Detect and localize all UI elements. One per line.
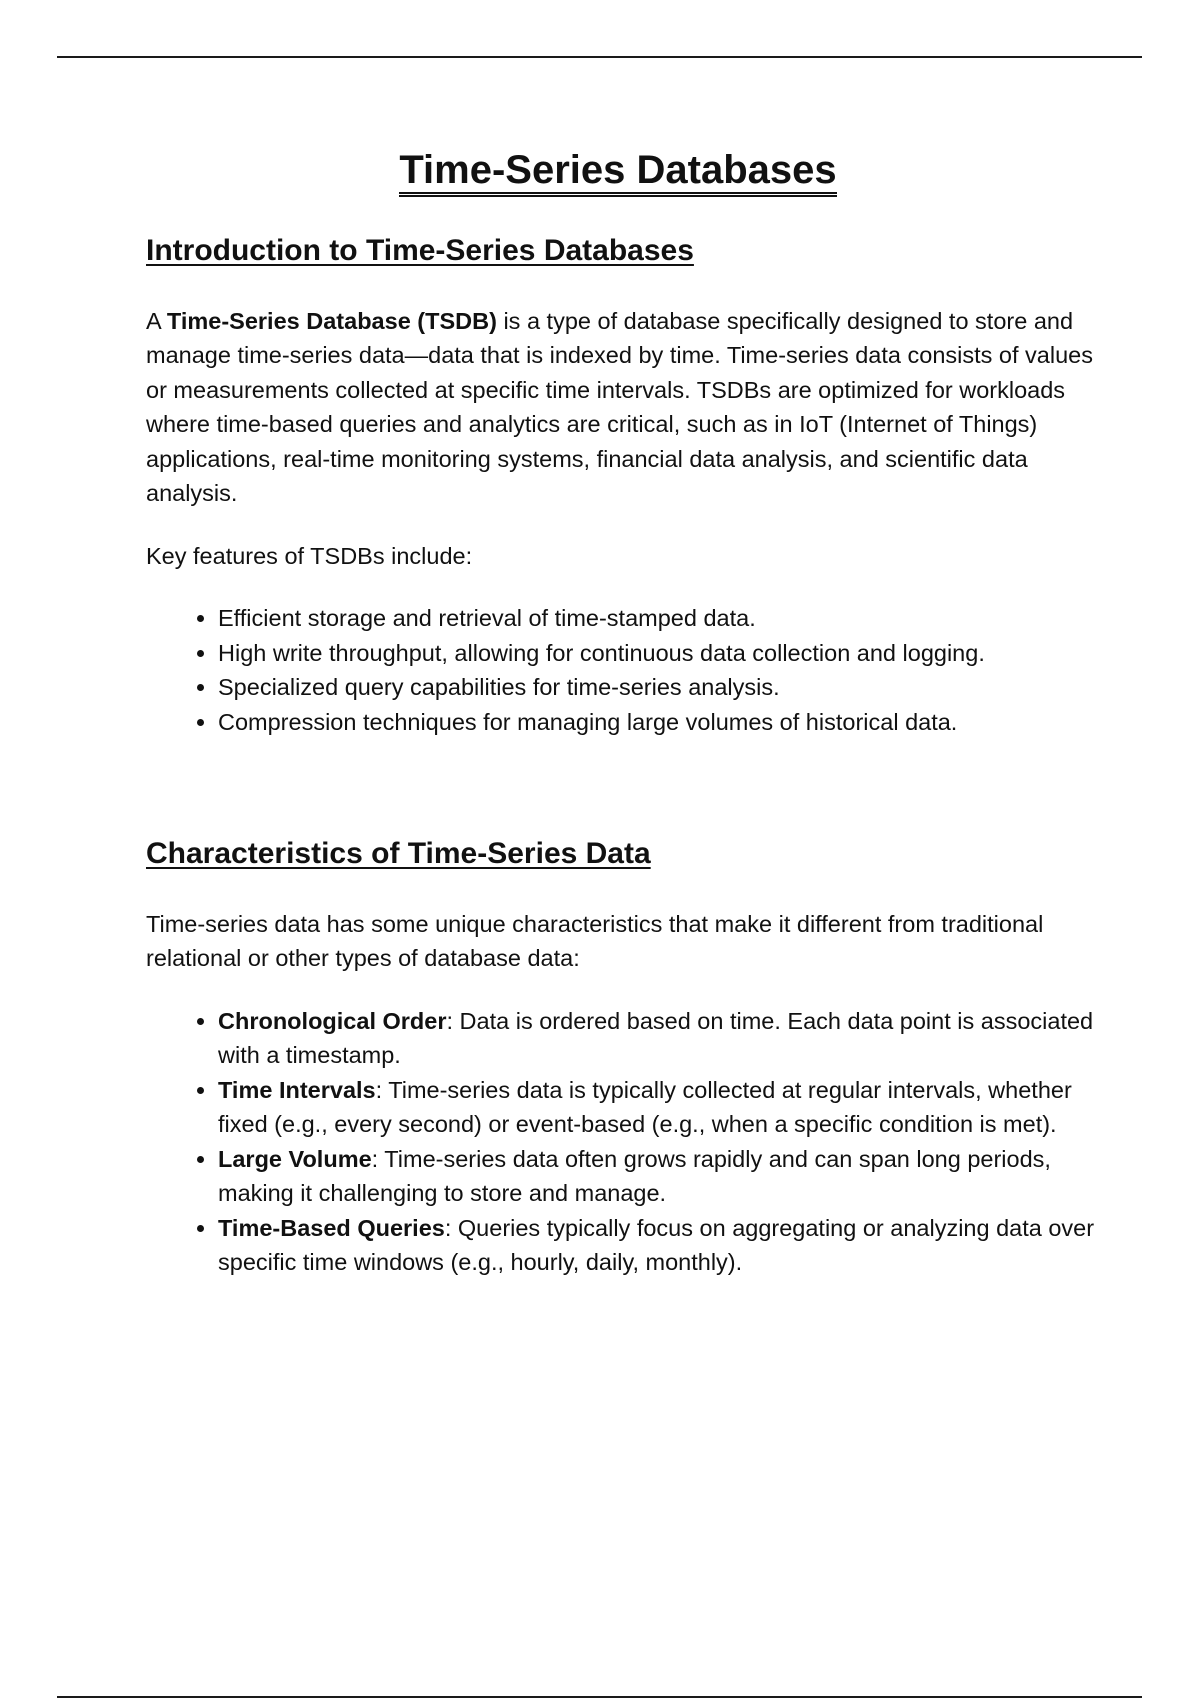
list-text: : Time-series data is typically collected at regular intervals, whether fixed (e.g., every second) or event-based (e.g., when a specific condition is met). bbox=[218, 1076, 1072, 1137]
document-body bbox=[146, 232, 1096, 1280]
section-characteristics bbox=[146, 835, 1096, 1280]
characteristics-list bbox=[146, 1004, 1096, 1280]
list-term: Time Intervals bbox=[218, 1076, 376, 1103]
section-heading: Characteristics of Time-Series Data bbox=[146, 837, 651, 870]
section-heading: Introduction to Time-Series Databases bbox=[146, 234, 694, 267]
section-introduction bbox=[146, 232, 1096, 739]
intro-paragraph bbox=[146, 304, 1096, 511]
list-term: Time-Based Queries bbox=[218, 1214, 445, 1241]
list-term: Chronological Order bbox=[218, 1007, 447, 1034]
list-text: : Queries typically focus on aggregating or analyzing data over specific time windows (e.g., hourly, daily, monthly). bbox=[218, 1214, 1095, 1275]
top-rule bbox=[57, 56, 1142, 58]
intro-prefix: A bbox=[146, 307, 167, 334]
list-text: : Data is ordered based on time. Each data point is associated with a timestamp. bbox=[218, 1007, 1094, 1068]
characteristics-paragraph: Time-series data has some unique characteristics that make it different from traditional relational or other types of database data: bbox=[146, 910, 1044, 971]
page-title-text: Time-Series Databases bbox=[399, 148, 836, 197]
list-item bbox=[218, 1142, 1096, 1211]
list-item bbox=[218, 1073, 1096, 1142]
tsdb-term: Time-Series Database (TSDB) bbox=[166, 307, 497, 334]
features-lead: Key features of TSDBs include: bbox=[146, 542, 473, 569]
list-item: • High write throughput, allowing for continuous data collection and logging. bbox=[218, 636, 1096, 671]
list-item bbox=[218, 1211, 1096, 1280]
list-item: • Compression techniques for managing large volumes of historical data. bbox=[218, 705, 1096, 740]
bottom-rule bbox=[57, 1696, 1142, 1698]
list-term: Large Volume bbox=[218, 1145, 372, 1172]
page-title bbox=[0, 146, 1200, 194]
list-item: • Specialized query capabilities for time-series analysis. bbox=[218, 670, 1096, 705]
list-item: • Efficient storage and retrieval of time-stamped data. bbox=[218, 601, 1096, 636]
intro-rest: is a type of database specifically designed to store and manage time-series data—data that is indexed by time. Time-series data consists of values or measurements collected at specific time intervals. TSDBs are optimized for workloads where time-based queries and analytics are critical, such as in IoT (Internet of Things) applications, real-time monitoring systems, financial data analysis, and scientific data analysis. bbox=[146, 307, 1093, 506]
list-item bbox=[218, 1004, 1096, 1073]
features-list bbox=[146, 601, 1096, 739]
list-text: : Time-series data often grows rapidly and can span long periods, making it challenging to store and manage. bbox=[218, 1145, 1051, 1206]
